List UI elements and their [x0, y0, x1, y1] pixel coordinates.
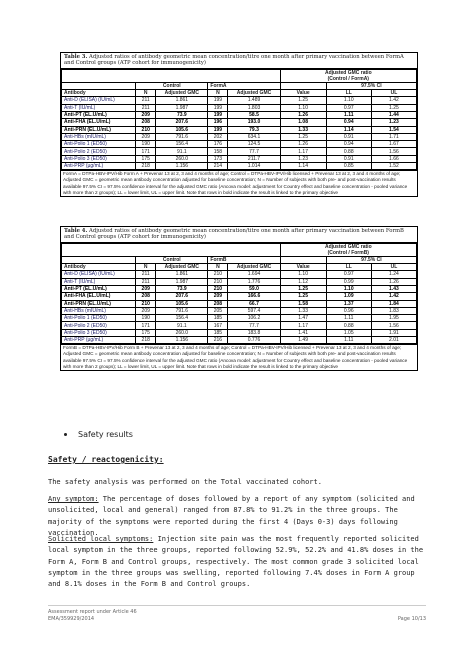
table-4-col-n2: N [208, 264, 228, 271]
cell-n1: 211 [136, 104, 156, 111]
cell-ul: 1.26 [371, 278, 416, 285]
table-4-blank [62, 256, 136, 263]
table-row [62, 119, 417, 126]
footer-divider [48, 605, 426, 606]
cell-gmc2: 183.8 [228, 329, 280, 336]
cell-n1: 211 [136, 271, 156, 278]
cell-ul: 1.84 [371, 300, 416, 307]
cell-n1: 175 [136, 329, 156, 336]
cell-n2: 176 [208, 141, 228, 148]
table-4-col-ll: LL [326, 264, 371, 271]
cell-ul: 1.54 [371, 126, 416, 133]
cell-ul: 1.83 [371, 307, 416, 314]
cell-value: 1.47 [280, 315, 326, 322]
cell-ll: 1.11 [326, 111, 371, 118]
table-4-label: Table 4. [64, 228, 88, 234]
cell-gmc2: 1.694 [228, 271, 280, 278]
table-row [62, 315, 417, 322]
table-4-footnote: FormB = DTPa-HBV-IPV/Hib Form B + Prevenar 13 at 2, 3 and 4 months of age; Control = DTPa-HBV-IPV/Hib licensed + Prevenar 13 at 2, 3 and 4 months of age; Adjusted GMC = geometric mean antibody concentration adjusted for baseline concentration; N = Number of subjects with both pre- and post-vaccination results available 97.5% CI = 97.5% confidence interval for the adjusted GMC ratio (Ancova model: adjustment for Country effect and baseline concentration - pooled variance with more than 2 groups); LL = lower limit, UL = upper limit. Note that rows in bold indicate the result is linked to the primary objective [61, 344, 417, 369]
cell-n1: 218 [136, 163, 156, 170]
cell-ll: 0.97 [326, 271, 371, 278]
table-row [62, 300, 417, 307]
cell-value: 1.10 [280, 271, 326, 278]
table-4 [60, 226, 418, 371]
cell-ul: 1.71 [371, 133, 416, 140]
footer-page-number: Page 10/13 [397, 616, 426, 622]
table-3-title: Adjusted ratios of antibody geometric mean concentration/titre one month after primary vaccination between FormA and Control groups (ATP cohort for immunogenicity) [64, 54, 404, 67]
cell-gmc2: 77.7 [228, 148, 280, 155]
cell-gmc2: 124.5 [228, 141, 280, 148]
cell-antibody: Anti-Polio 2 (ED50) [62, 322, 136, 329]
cell-value: 1.26 [280, 141, 326, 148]
cell-gmc1: 91.1 [156, 322, 208, 329]
table-3-col-n2: N [208, 90, 228, 97]
cell-antibody: Anti-PRN (EL.U/mL) [62, 300, 136, 307]
cell-n1: 190 [136, 315, 156, 322]
cell-antibody: Anti-T (IU/mL) [62, 104, 136, 111]
table-row [62, 97, 417, 104]
table-4-col-antibody: Antibody [62, 264, 136, 271]
cell-gmc2: 597.4 [228, 307, 280, 314]
footer-reference: EMA/359929/2014 [48, 616, 95, 622]
table-4-group-2: FormB [208, 256, 280, 263]
table-row [62, 322, 417, 329]
cell-gmc1: 1.861 [156, 271, 208, 278]
cell-ll: 0.96 [326, 307, 371, 314]
cell-value: 1.10 [280, 104, 326, 111]
table-4-blank-2 [280, 256, 326, 263]
cell-gmc1: 260.0 [156, 155, 208, 162]
cell-antibody: Anti-HBs (mIU/mL) [62, 133, 136, 140]
cell-n2: 196 [208, 119, 228, 126]
cell-gmc1: 73.9 [156, 285, 208, 292]
cell-n1: 209 [136, 133, 156, 140]
table-row [62, 293, 417, 300]
table-3-blank [62, 82, 136, 89]
cell-gmc2: 1.776 [228, 278, 280, 285]
cell-antibody: Anti-Polio 3 (ED50) [62, 329, 136, 336]
cell-ul: 1.52 [371, 163, 416, 170]
table-4-spacer [62, 243, 281, 256]
cell-gmc1: 791.6 [156, 307, 208, 314]
table-4-ratio-title: Adjusted GMC ratio (Control / FormB) [280, 243, 416, 256]
cell-ll: 0.88 [326, 322, 371, 329]
cell-antibody: Anti-PRP (µg/mL) [62, 163, 136, 170]
cell-ul: 1.42 [371, 293, 416, 300]
cell-n1: 209 [136, 307, 156, 314]
cell-ll: 0.85 [326, 163, 371, 170]
cell-n2: 205 [208, 307, 228, 314]
cell-ul: 1.91 [371, 329, 416, 336]
table-row [62, 141, 417, 148]
cell-n2: 209 [208, 293, 228, 300]
cell-n1: 171 [136, 322, 156, 329]
cell-ll: 1.05 [326, 329, 371, 336]
cell-n2: 214 [208, 163, 228, 170]
cell-ul: 1.56 [371, 148, 416, 155]
table-4-col-value: Value [280, 264, 326, 271]
table-3-label: Table 3. [64, 54, 88, 60]
table-row [62, 285, 417, 292]
any-symptom-text: The percentage of doses followed by a report of any symptom (solicited and unsolicited, local and general) ranged from 87.8% to 91.2% in the three groups. The majority of the symptoms were reported during the first 4 (Days 0-3) days following vaccination. [48, 495, 415, 537]
cell-ll: 1.11 [326, 315, 371, 322]
cell-value: 1.25 [280, 293, 326, 300]
cell-gmc1: 156.4 [156, 315, 208, 322]
cell-value: 1.08 [280, 119, 326, 126]
table-3-col-value: Value [280, 90, 326, 97]
cell-ul: 1.67 [371, 141, 416, 148]
cell-gmc1: 1.156 [156, 337, 208, 344]
table-row [62, 155, 417, 162]
cell-gmc1: 207.6 [156, 119, 208, 126]
cell-gmc2: 166.6 [228, 293, 280, 300]
table-row [62, 126, 417, 133]
cell-gmc1: 91.1 [156, 148, 208, 155]
table-4-col-n1: N [136, 264, 156, 271]
cell-gmc2: 106.2 [228, 315, 280, 322]
section-title: Safety / reactogenicity: [48, 455, 164, 464]
cell-n1: 211 [136, 97, 156, 104]
cell-gmc1: 1.156 [156, 163, 208, 170]
cell-gmc1: 791.6 [156, 133, 208, 140]
table-3-col-adj1: Adjusted GMC [156, 90, 208, 97]
table-3-spacer [62, 69, 281, 82]
solicited-local-text: Injection site pain was the most frequently reported solicited local symptom in the three groups, reported following 52.9%, 52.2% and 41.8% doses in the Form A, Form B and Control groups, respectively. The most common grade 3 solicited local symptom in the three groups was swelling, reported following 7.4% doses in Form A group and 8.1% doses in the Form B and Control groups. [48, 535, 424, 589]
cell-gmc1: 1.987 [156, 104, 208, 111]
cell-ul: 1.95 [371, 315, 416, 322]
cell-antibody: Anti-PRP (µg/mL) [62, 337, 136, 344]
cell-antibody: Anti-PRN (EL.U/mL) [62, 126, 136, 133]
cell-n1: 211 [136, 278, 156, 285]
table-3-col-ul: UL [371, 90, 416, 97]
cell-n2: 199 [208, 97, 228, 104]
cell-gmc2: 193.0 [228, 119, 280, 126]
cell-antibody: Anti-T (IU/mL) [62, 278, 136, 285]
cell-ll: 1.37 [326, 300, 371, 307]
table-4-body [62, 271, 417, 344]
cell-ll: 1.14 [326, 126, 371, 133]
cell-ll: 1.09 [326, 293, 371, 300]
table-row [62, 278, 417, 285]
table-4-col-adj2: Adjusted GMC [228, 264, 280, 271]
cell-ul: 1.42 [371, 97, 416, 104]
cell-value: 1.17 [280, 148, 326, 155]
cell-gmc1: 260.0 [156, 329, 208, 336]
cell-gmc2: 77.7 [228, 322, 280, 329]
cell-ul: 1.43 [371, 285, 416, 292]
cell-gmc1: 105.6 [156, 300, 208, 307]
cell-value: 1.33 [280, 126, 326, 133]
cell-value: 1.14 [280, 163, 326, 170]
cell-value: 1.25 [280, 133, 326, 140]
table-row [62, 329, 417, 336]
cell-n2: 167 [208, 322, 228, 329]
cell-gmc2: 1.803 [228, 104, 280, 111]
cell-gmc2: 66.7 [228, 300, 280, 307]
cell-gmc2: 1.489 [228, 97, 280, 104]
table-4-title: Adjusted ratios of antibody geometric mean concentration/titre one month after primary vaccination between FormB and Control groups (ATP cohort for immunogenicity) [64, 228, 404, 241]
table-3-blank-2 [280, 82, 326, 89]
cell-n2: 185 [208, 315, 228, 322]
cell-ul: 1.66 [371, 155, 416, 162]
table-4-ci: 97.5% CI [326, 256, 416, 263]
cell-gmc2: 0.776 [228, 337, 280, 344]
table-row [62, 148, 417, 155]
cell-gmc2: 634.1 [228, 133, 280, 140]
cell-antibody: Anti-FHA (EL.U/mL) [62, 293, 136, 300]
table-row [62, 337, 417, 344]
footer-left [48, 609, 137, 623]
cell-antibody: Anti-D (ELISA) (IU/mL) [62, 271, 136, 278]
cell-n1: 209 [136, 285, 156, 292]
cell-ll: 0.91 [326, 155, 371, 162]
table-3-grid [61, 69, 417, 171]
table-3-col-antibody: Antibody [62, 90, 136, 97]
cell-antibody: Anti-Polio 1 (ED50) [62, 141, 136, 148]
cell-gmc2: 58.5 [228, 111, 280, 118]
table-3-col-ll: LL [326, 90, 371, 97]
solicited-local-label: Solicited local symptoms: [48, 535, 154, 543]
cell-n2: 210 [208, 271, 228, 278]
cell-value: 1.33 [280, 307, 326, 314]
cell-n2: 199 [208, 126, 228, 133]
bullet-text: Safety results [78, 430, 133, 439]
cell-n2: 199 [208, 111, 228, 118]
table-row [62, 104, 417, 111]
table-row [62, 133, 417, 140]
table-row [62, 111, 417, 118]
footer-report-title: Assessment report under Article 46 [48, 609, 137, 615]
cell-gmc2: 1.014 [228, 163, 280, 170]
cell-ll: 1.10 [326, 285, 371, 292]
cell-gmc1: 1.861 [156, 97, 208, 104]
table-3-caption [61, 53, 417, 69]
cell-n1: 171 [136, 148, 156, 155]
any-symptom-label: Any symptom: [48, 495, 99, 503]
cell-ll: 1.11 [326, 337, 371, 344]
table-4-group-1: Control [136, 256, 208, 263]
cell-value: 1.41 [280, 329, 326, 336]
table-3 [60, 52, 418, 197]
cell-value: 1.17 [280, 322, 326, 329]
cell-ul: 1.23 [371, 119, 416, 126]
cell-n2: 210 [208, 278, 228, 285]
cell-value: 1.49 [280, 337, 326, 344]
table-row [62, 271, 417, 278]
cell-ul: 1.44 [371, 111, 416, 118]
cell-ul: 1.24 [371, 271, 416, 278]
paragraph-solicited-local [48, 534, 428, 590]
bullet-safety-results [64, 430, 133, 439]
cell-ul: 1.25 [371, 104, 416, 111]
table-3-col-n1: N [136, 90, 156, 97]
cell-value: 1.58 [280, 300, 326, 307]
cell-antibody: Anti-HBs (mIU/mL) [62, 307, 136, 314]
cell-antibody: Anti-PT (EL.U/mL) [62, 111, 136, 118]
cell-value: 1.23 [280, 155, 326, 162]
cell-antibody: Anti-FHA (EL.U/mL) [62, 119, 136, 126]
cell-gmc1: 207.6 [156, 293, 208, 300]
table-3-ratio-title: Adjusted GMC ratio (Control / FormA) [280, 69, 416, 82]
cell-gmc2: 59.0 [228, 285, 280, 292]
cell-n1: 210 [136, 300, 156, 307]
cell-n2: 199 [208, 104, 228, 111]
cell-value: 1.26 [280, 111, 326, 118]
cell-ll: 0.99 [326, 278, 371, 285]
cell-n2: 185 [208, 329, 228, 336]
cell-gmc2: 79.3 [228, 126, 280, 133]
cell-ll: 0.94 [326, 141, 371, 148]
cell-n2: 208 [208, 300, 228, 307]
table-row [62, 307, 417, 314]
cell-n2: 158 [208, 148, 228, 155]
cell-n1: 190 [136, 141, 156, 148]
cell-antibody: Anti-D (ELISA) (IU/mL) [62, 97, 136, 104]
cell-n1: 208 [136, 293, 156, 300]
cell-gmc1: 73.9 [156, 111, 208, 118]
cell-gmc1: 156.4 [156, 141, 208, 148]
paragraph-any-symptom [48, 494, 428, 539]
table-3-ci: 97.5% CI [326, 82, 416, 89]
cell-n1: 208 [136, 119, 156, 126]
table-4-caption [61, 227, 417, 243]
table-3-group-1: Control [136, 82, 208, 89]
cell-n1: 175 [136, 155, 156, 162]
cell-antibody: Anti-Polio 3 (ED50) [62, 155, 136, 162]
table-3-body [62, 97, 417, 170]
cell-antibody: Anti-PT (EL.U/mL) [62, 285, 136, 292]
table-row [62, 163, 417, 170]
cell-ll: 0.91 [326, 133, 371, 140]
cell-n1: 209 [136, 111, 156, 118]
table-3-group-2: FormA [208, 82, 280, 89]
paragraph-safety-cohort: The safety analysis was performed on the Total vaccinated cohort. [48, 478, 322, 486]
cell-ul: 1.56 [371, 322, 416, 329]
cell-ul: 2.01 [371, 337, 416, 344]
cell-gmc2: 211.7 [228, 155, 280, 162]
cell-n2: 210 [208, 285, 228, 292]
table-3-col-adj2: Adjusted GMC [228, 90, 280, 97]
cell-antibody: Anti-Polio 2 (ED50) [62, 148, 136, 155]
cell-ll: 0.94 [326, 119, 371, 126]
cell-ll: 0.97 [326, 104, 371, 111]
table-3-footnote: FormA = DTPa-HBV-IPV/Hib Form A + Prevenar 13 at 2, 3 and 4 months of age; Control = DTPa-HBV-IPV/Hib licensed + Prevenar 13 at 2, 3 and 4 months of age; Adjusted GMC = geometric mean antibody concentration adjusted for baseline concentration; N = Number of subjects with both pre- and post-vaccination results available 97.5% CI = 97.5% confidence interval for the adjusted GMC ratio (Ancova model: adjustment for Country effect and baseline concentration - pooled variance with more than 2 groups); LL = lower limit, UL = upper limit. Note that rows in bold indicate the result is linked to the primary objective [61, 170, 417, 195]
cell-value: 1.12 [280, 278, 326, 285]
cell-antibody: Anti-Polio 1 (ED50) [62, 315, 136, 322]
table-4-col-adj1: Adjusted GMC [156, 264, 208, 271]
cell-n1: 218 [136, 337, 156, 344]
bullet-icon [64, 433, 67, 436]
cell-n2: 173 [208, 155, 228, 162]
table-4-grid [61, 243, 417, 345]
table-4-col-ul: UL [371, 264, 416, 271]
cell-value: 1.25 [280, 285, 326, 292]
cell-n1: 210 [136, 126, 156, 133]
cell-ll: 0.88 [326, 148, 371, 155]
cell-n2: 216 [208, 337, 228, 344]
cell-value: 1.25 [280, 97, 326, 104]
cell-ll: 1.10 [326, 97, 371, 104]
cell-gmc1: 105.6 [156, 126, 208, 133]
cell-n2: 202 [208, 133, 228, 140]
cell-gmc1: 1.987 [156, 278, 208, 285]
